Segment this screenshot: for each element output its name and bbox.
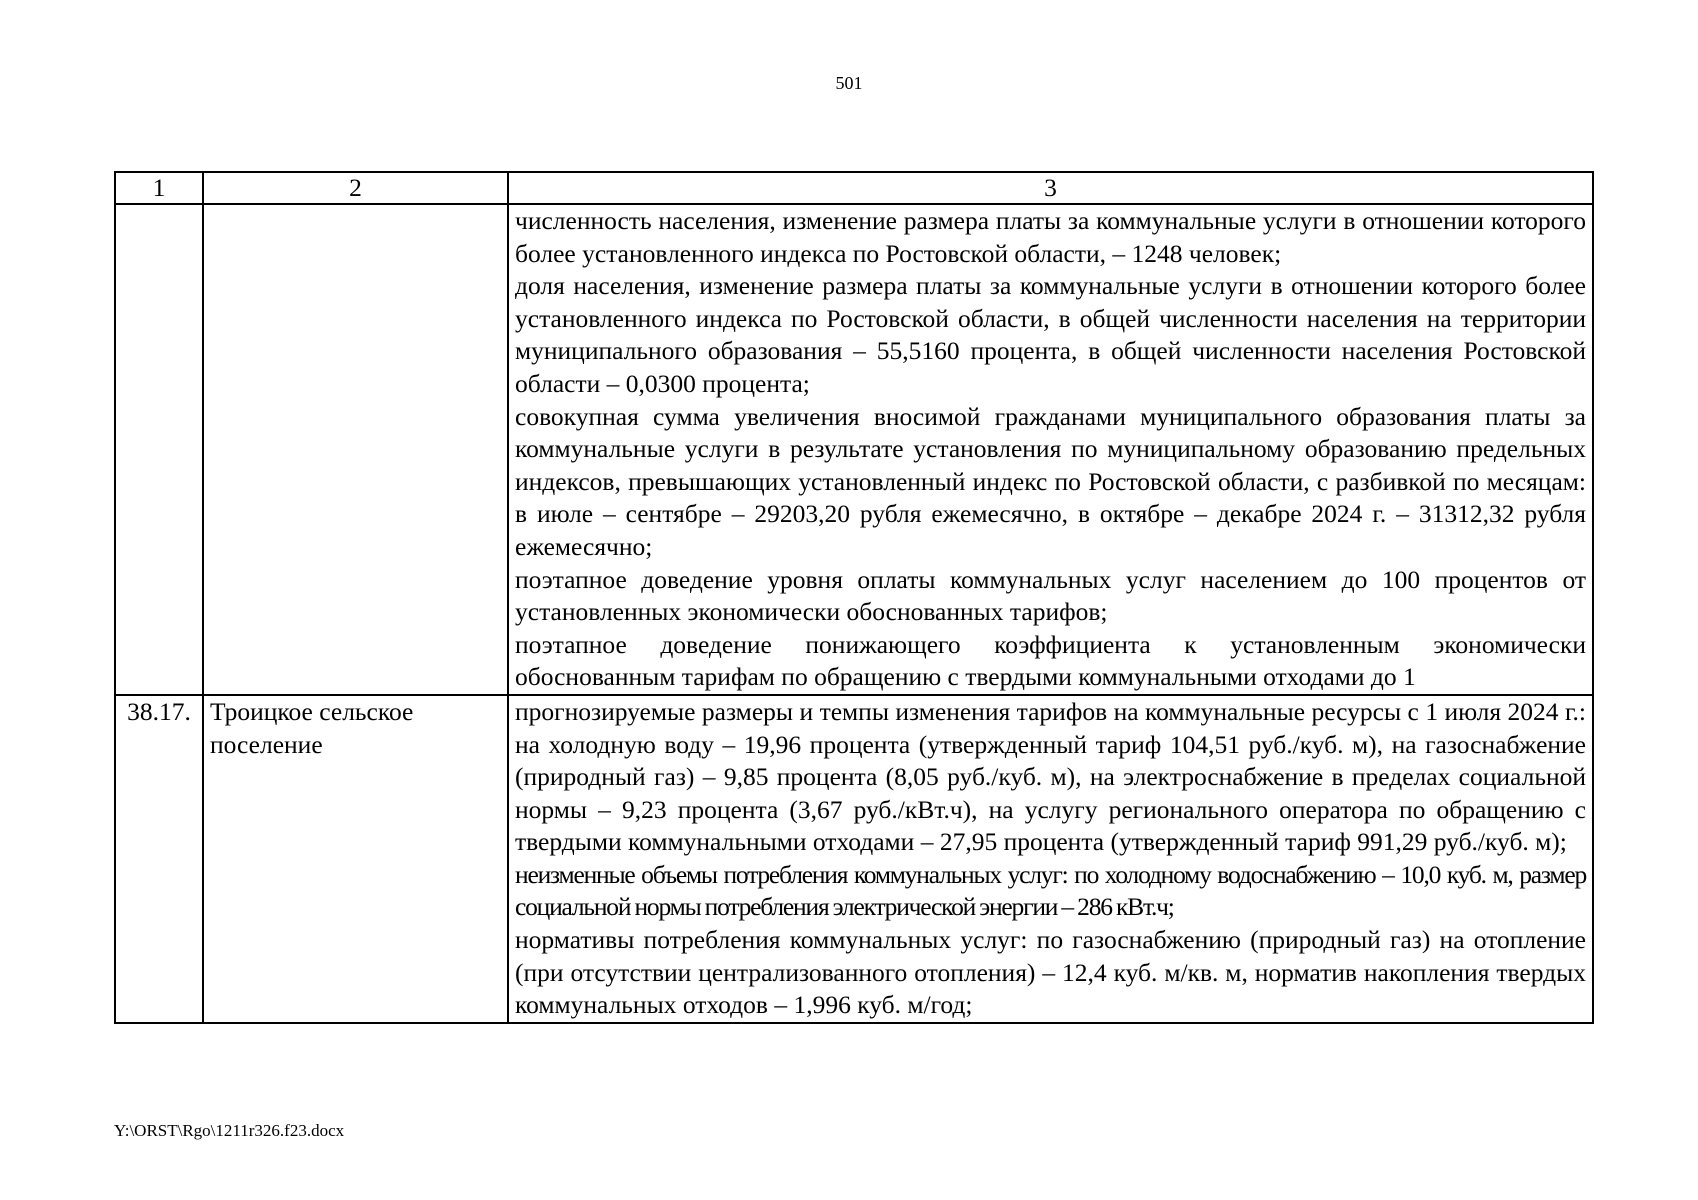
paragraph: доля населения, изменение размера платы за коммунальные услуги в отношении которого более установленного индекса по Ростовской области, в общей численности населения на территории муниципального образования – 55,5160 процента, в общей численности населения Ростовской области – 0,0300 процента; bbox=[515, 271, 1586, 398]
row-number-cell: 38.17. bbox=[115, 695, 203, 1023]
table-header-row bbox=[115, 172, 1593, 204]
municipality-name-cell: Троицкое сельское поселение bbox=[203, 695, 508, 1023]
paragraph: прогнозируемые размеры и темпы изменения тарифов на коммунальные ресурсы с 1 июля 2024 г.: на холодную воду – 19,96 процента (утвержденный тариф 104,51 руб./куб. м), на газоснабжение (природный газ) – 9,85 процента (8,05 руб./куб. м), на электроснабжение в пределах социальной нормы – 9,23 процента (3,67 руб./кВт.ч), на услугу регионального оператора по обращению с твердыми коммунальными отходами – 27,95 процента (утвержденный тариф 991,29 руб./куб. м); bbox=[515, 696, 1586, 857]
header-cell-1: 1 bbox=[115, 172, 203, 204]
footer-file-path: Y:\ORST\Rgo\1211r326.f23.docx bbox=[114, 1121, 345, 1140]
paragraph: нормативы потребления коммунальных услуг: по газоснабжению (природный газ) на отопление (при отсутствии централизованного отопления) – 12,4 куб. м/кв. м, норматив накопления твердых коммунальных отходов – 1,996 куб. м/год; bbox=[515, 925, 1586, 1020]
table-row bbox=[115, 204, 1593, 695]
paragraph: поэтапное доведение уровня оплаты коммунальных услуг населением до 100 процентов от установленных экономически обоснованных тарифов; bbox=[515, 564, 1586, 627]
paragraph: численность населения, изменение размера платы за коммунальные услуги в отношении которого более установленного индекса по Ростовской области, – 1248 человек; bbox=[515, 206, 1586, 268]
description-cell bbox=[508, 695, 1593, 1023]
page-number: 501 bbox=[835, 73, 863, 93]
header-cell-3: 3 bbox=[508, 172, 1593, 204]
table-row bbox=[115, 695, 1593, 1023]
paragraph: поэтапное доведение понижающего коэффициента к установленным экономически обоснованным тарифам по обращению с твердыми коммунальными отходами до 1 bbox=[515, 629, 1586, 692]
municipality-name-cell bbox=[203, 204, 508, 695]
paragraph: неизменные объемы потребления коммунальных услуг: по холодному водоснабжению – 10,0 куб. м, размер социальной нормы потребления электрической энергии – 286 кВт.ч; bbox=[515, 859, 1586, 922]
header-cell-2: 2 bbox=[203, 172, 508, 204]
paragraph: совокупная сумма увеличения вносимой гражданами муниципального образования платы за коммунальные услуги в результате установления по муниципальному образованию предельных индексов, превышающих установленный индекс по Ростовской области, с разбивкой по месяцам: в июле – сентябре – 29203,20 рубля ежемесячно, в октябре – декабре 2024 г. – 31312,32 рубля ежемесячно; bbox=[515, 401, 1586, 561]
row-number-cell bbox=[115, 204, 203, 695]
data-table bbox=[114, 171, 1594, 1024]
description-cell bbox=[508, 204, 1593, 695]
